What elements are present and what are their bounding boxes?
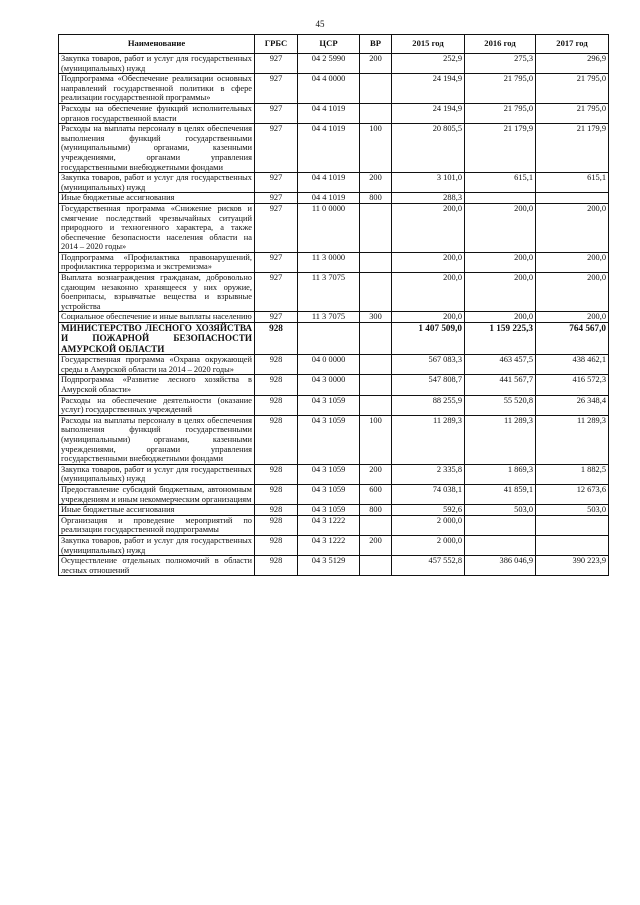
table-row	[59, 252, 609, 272]
table-row	[59, 395, 609, 415]
cell-grbs: 928	[255, 556, 298, 576]
cell-2017: 416 572,3	[536, 375, 609, 395]
cell-csr: 11 3 7075	[298, 273, 360, 312]
cell-csr: 04 3 1059	[298, 415, 360, 464]
header-2016: 2016 год	[465, 35, 536, 54]
cell-2015: 11 289,3	[392, 415, 465, 464]
cell-csr	[298, 323, 360, 355]
cell-vr	[360, 273, 392, 312]
header-grbs: ГРБС	[255, 35, 298, 54]
cell-vr: 800	[360, 193, 392, 204]
cell-2015: 547 808,7	[392, 375, 465, 395]
cell-csr: 04 3 0000	[298, 375, 360, 395]
cell-grbs: 928	[255, 395, 298, 415]
cell-2017: 11 289,3	[536, 415, 609, 464]
table-row	[59, 74, 609, 104]
cell-2015: 200,0	[392, 252, 465, 272]
cell-2017: 438 462,1	[536, 355, 609, 375]
cell-grbs: 928	[255, 505, 298, 516]
header-2017: 2017 год	[536, 35, 609, 54]
cell-name: Предоставление субсидий бюджетным, автономным учреждениям и иным некоммерческим организациям	[59, 484, 255, 504]
cell-grbs: 928	[255, 484, 298, 504]
cell-grbs: 927	[255, 54, 298, 74]
cell-grbs: 927	[255, 193, 298, 204]
cell-2016	[465, 193, 536, 204]
cell-2017: 21 179,9	[536, 124, 609, 173]
cell-2016: 463 457,5	[465, 355, 536, 375]
cell-grbs: 928	[255, 464, 298, 484]
cell-2016: 41 859,1	[465, 484, 536, 504]
cell-2017: 21 795,0	[536, 74, 609, 104]
cell-csr: 04 4 0000	[298, 74, 360, 104]
cell-csr: 04 3 1059	[298, 484, 360, 504]
cell-csr: 04 3 5129	[298, 556, 360, 576]
cell-2015: 200,0	[392, 203, 465, 252]
header-name: Наименование	[59, 35, 255, 54]
cell-2016: 200,0	[465, 252, 536, 272]
cell-2015: 2 000,0	[392, 535, 465, 555]
cell-2016: 615,1	[465, 173, 536, 193]
cell-name: Выплата вознаграждения гражданам, добровольно сдающим незаконно хранящееся у них оружие, боеприпасы, взрывчатые вещества и взрывные устройства	[59, 273, 255, 312]
cell-2017: 200,0	[536, 203, 609, 252]
cell-name: Государственная программа «Снижение рисков и смягчение последствий чрезвычайных ситуаций природного и техногенного характера, а также обеспечение безопасности населения области на 2014 – 2020 годы»	[59, 203, 255, 252]
cell-name: Организация и проведение мероприятий по реализации государственной подпрограммы	[59, 515, 255, 535]
cell-name: Подпрограмма «Обеспечение реализации основных направлений государственной политики в сфере реализации государственной программы»	[59, 74, 255, 104]
cell-vr: 200	[360, 54, 392, 74]
cell-2016: 200,0	[465, 312, 536, 323]
cell-2017: 296,9	[536, 54, 609, 74]
cell-grbs: 927	[255, 103, 298, 123]
cell-2015: 200,0	[392, 312, 465, 323]
table-row	[59, 415, 609, 464]
cell-vr	[360, 74, 392, 104]
table-row	[59, 173, 609, 193]
cell-vr	[360, 375, 392, 395]
cell-2015: 288,3	[392, 193, 465, 204]
table-row	[59, 203, 609, 252]
cell-name: Закупка товаров, работ и услуг для государственных (муниципальных) нужд	[59, 54, 255, 74]
cell-name: Расходы на выплаты персоналу в целях обеспечения выполнения функций государственными (муниципальными) органами, казенными учреждениями, органами управления государственными внебюджетными фондами	[59, 415, 255, 464]
cell-csr: 04 4 1019	[298, 103, 360, 123]
cell-2015: 457 552,8	[392, 556, 465, 576]
cell-2016: 55 520,8	[465, 395, 536, 415]
cell-name: Социальное обеспечение и иные выплаты населению	[59, 312, 255, 323]
cell-csr: 11 3 0000	[298, 252, 360, 272]
cell-vr	[360, 395, 392, 415]
cell-vr: 200	[360, 464, 392, 484]
cell-vr	[360, 252, 392, 272]
cell-grbs: 927	[255, 312, 298, 323]
cell-grbs: 928	[255, 323, 298, 355]
cell-2017: 12 673,6	[536, 484, 609, 504]
cell-vr	[360, 515, 392, 535]
cell-2015: 567 083,3	[392, 355, 465, 375]
cell-2016: 1 869,3	[465, 464, 536, 484]
cell-name: Расходы на обеспечение деятельности (оказание услуг) государственных учреждений	[59, 395, 255, 415]
cell-csr: 04 3 1059	[298, 505, 360, 516]
header-csr: ЦСР	[298, 35, 360, 54]
cell-name: Закупка товаров, работ и услуг для государственных (муниципальных) нужд	[59, 535, 255, 555]
cell-vr	[360, 355, 392, 375]
cell-name: Государственная программа «Охрана окружающей среды в Амурской области на 2014 – 2020 годы»	[59, 355, 255, 375]
cell-name: МИНИСТЕРСТВО ЛЕСНОГО ХОЗЯЙСТВА И ПОЖАРНОЙ БЕЗОПАСНОСТИ АМУРСКОЙ ОБЛАСТИ	[59, 323, 255, 355]
table-row	[59, 556, 609, 576]
header-2015: 2015 год	[392, 35, 465, 54]
cell-grbs: 927	[255, 203, 298, 252]
cell-2015: 88 255,9	[392, 395, 465, 415]
table-row	[59, 484, 609, 504]
cell-vr	[360, 556, 392, 576]
budget-table	[58, 34, 609, 576]
cell-2016	[465, 535, 536, 555]
cell-2017: 21 795,0	[536, 103, 609, 123]
cell-csr: 04 3 1222	[298, 515, 360, 535]
cell-vr	[360, 203, 392, 252]
cell-2015: 3 101,0	[392, 173, 465, 193]
cell-2016: 21 179,9	[465, 124, 536, 173]
cell-csr: 04 3 1059	[298, 464, 360, 484]
cell-name: Подпрограмма «Развитие лесного хозяйства в Амурской области»	[59, 375, 255, 395]
cell-vr: 200	[360, 173, 392, 193]
header-vr: ВР	[360, 35, 392, 54]
cell-csr: 04 4 1019	[298, 193, 360, 204]
cell-grbs: 928	[255, 535, 298, 555]
cell-2015: 74 038,1	[392, 484, 465, 504]
table-row	[59, 323, 609, 355]
cell-2016: 441 567,7	[465, 375, 536, 395]
cell-2017: 1 882,5	[536, 464, 609, 484]
cell-2017: 200,0	[536, 312, 609, 323]
table-row	[59, 312, 609, 323]
cell-name: Осуществление отдельных полномочий в области лесных отношений	[59, 556, 255, 576]
cell-vr: 100	[360, 415, 392, 464]
cell-vr: 200	[360, 535, 392, 555]
cell-2016: 21 795,0	[465, 74, 536, 104]
table-row	[59, 273, 609, 312]
table-row	[59, 505, 609, 516]
cell-2016: 275,3	[465, 54, 536, 74]
cell-2017: 503,0	[536, 505, 609, 516]
cell-name: Расходы на выплаты персоналу в целях обеспечения выполнения функций государственными (муниципальными) органами, казенными учреждениями, органами управления государственными внебюджетными фондами	[59, 124, 255, 173]
cell-2015: 200,0	[392, 273, 465, 312]
cell-2015: 24 194,9	[392, 103, 465, 123]
cell-vr: 800	[360, 505, 392, 516]
cell-csr: 04 2 5990	[298, 54, 360, 74]
table-row	[59, 124, 609, 173]
cell-csr: 04 4 1019	[298, 173, 360, 193]
cell-2016: 200,0	[465, 273, 536, 312]
cell-csr: 04 3 1222	[298, 535, 360, 555]
table-row	[59, 54, 609, 74]
table-row	[59, 103, 609, 123]
cell-grbs: 927	[255, 252, 298, 272]
cell-vr: 600	[360, 484, 392, 504]
cell-2015: 592,6	[392, 505, 465, 516]
cell-grbs: 927	[255, 273, 298, 312]
table-row	[59, 515, 609, 535]
cell-grbs: 928	[255, 415, 298, 464]
cell-2017: 615,1	[536, 173, 609, 193]
cell-2017: 200,0	[536, 273, 609, 312]
cell-grbs: 927	[255, 173, 298, 193]
cell-name: Иные бюджетные ассигнования	[59, 193, 255, 204]
cell-vr: 300	[360, 312, 392, 323]
cell-2015: 2 000,0	[392, 515, 465, 535]
cell-2016: 1 159 225,3	[465, 323, 536, 355]
table-row	[59, 355, 609, 375]
cell-2016: 21 795,0	[465, 103, 536, 123]
cell-name: Иные бюджетные ассигнования	[59, 505, 255, 516]
table-header-row	[59, 35, 609, 54]
table-row	[59, 535, 609, 555]
cell-2016: 11 289,3	[465, 415, 536, 464]
cell-grbs: 928	[255, 515, 298, 535]
table-row	[59, 375, 609, 395]
cell-grbs: 928	[255, 375, 298, 395]
cell-2016: 200,0	[465, 203, 536, 252]
cell-2016	[465, 515, 536, 535]
page-number: 45	[315, 19, 325, 29]
cell-2015: 2 335,8	[392, 464, 465, 484]
cell-2017: 390 223,9	[536, 556, 609, 576]
cell-name: Расходы на обеспечение функций исполнительных органов государственной власти	[59, 103, 255, 123]
cell-2017: 200,0	[536, 252, 609, 272]
cell-2015: 24 194,9	[392, 74, 465, 104]
cell-2017: 764 567,0	[536, 323, 609, 355]
cell-csr: 04 0 0000	[298, 355, 360, 375]
cell-grbs: 927	[255, 74, 298, 104]
cell-2016: 386 046,9	[465, 556, 536, 576]
cell-vr: 100	[360, 124, 392, 173]
cell-name: Закупка товаров, работ и услуг для государственных (муниципальных) нужд	[59, 173, 255, 193]
cell-csr: 11 0 0000	[298, 203, 360, 252]
cell-name: Закупка товаров, работ и услуг для государственных (муниципальных) нужд	[59, 464, 255, 484]
cell-name: Подпрограмма «Профилактика правонарушений, профилактика терроризма и экстремизма»	[59, 252, 255, 272]
cell-grbs: 927	[255, 124, 298, 173]
table-body	[59, 54, 609, 576]
cell-2017	[536, 515, 609, 535]
cell-2016: 503,0	[465, 505, 536, 516]
cell-2015: 20 805,5	[392, 124, 465, 173]
cell-csr: 04 3 1059	[298, 395, 360, 415]
table-row	[59, 464, 609, 484]
cell-grbs: 928	[255, 355, 298, 375]
cell-2015: 252,9	[392, 54, 465, 74]
cell-csr: 11 3 7075	[298, 312, 360, 323]
cell-vr	[360, 103, 392, 123]
cell-2015: 1 407 509,0	[392, 323, 465, 355]
cell-vr	[360, 323, 392, 355]
cell-2017: 26 348,4	[536, 395, 609, 415]
cell-2017	[536, 535, 609, 555]
cell-csr: 04 4 1019	[298, 124, 360, 173]
cell-2017	[536, 193, 609, 204]
table-row	[59, 193, 609, 204]
